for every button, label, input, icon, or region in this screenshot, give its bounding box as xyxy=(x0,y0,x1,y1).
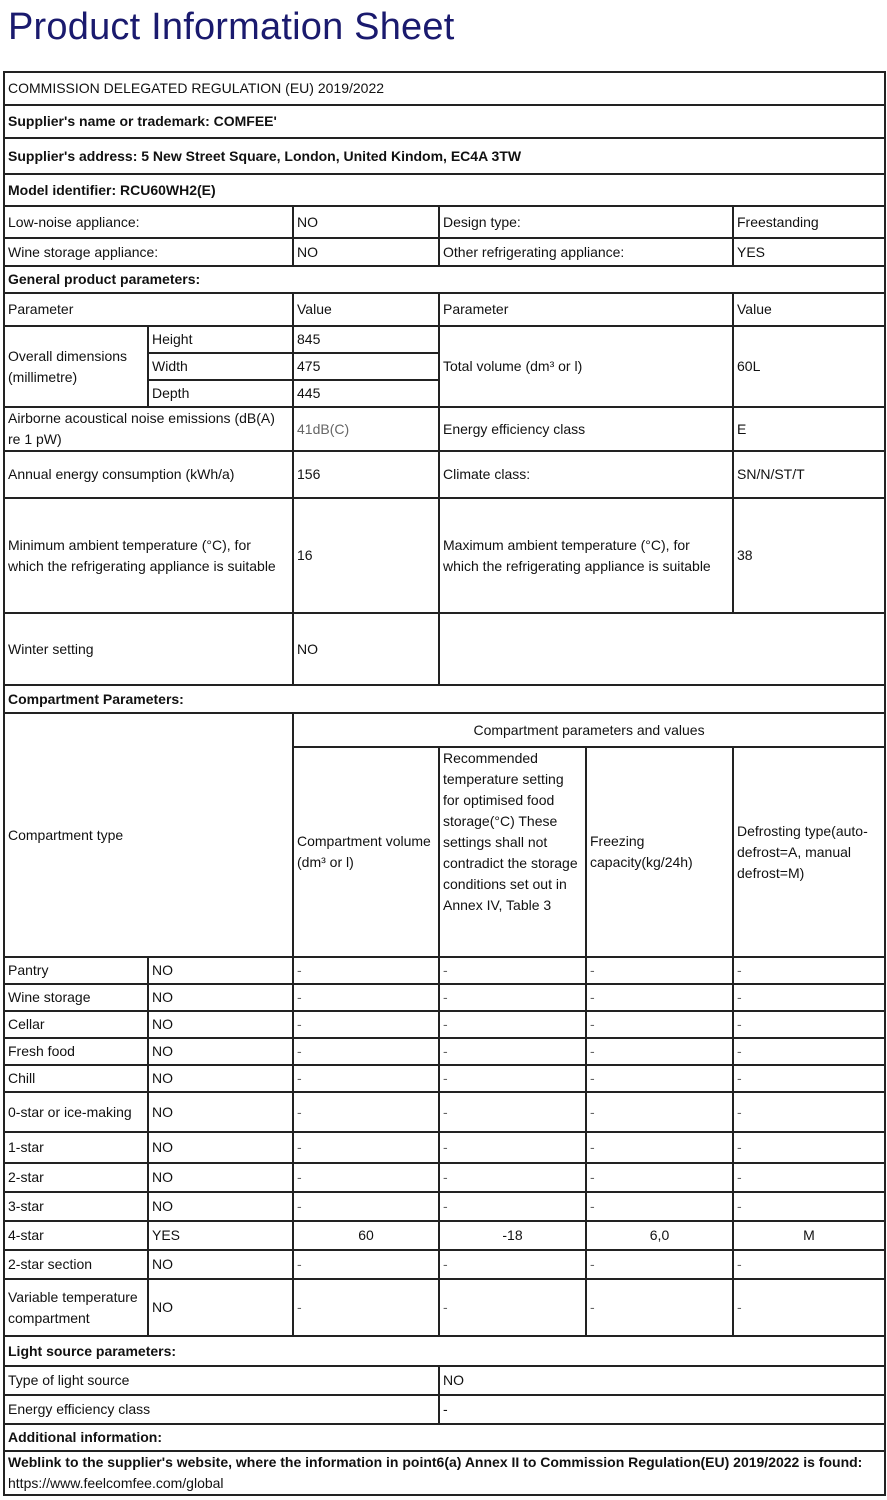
design-type-label: Design type: xyxy=(439,206,733,238)
compartment-defrost: - xyxy=(733,984,885,1011)
compartment-row xyxy=(4,1279,885,1336)
compartment-defrost: - xyxy=(733,1011,885,1038)
info-table xyxy=(3,71,886,1496)
min-ambient-value: 16 xyxy=(293,498,439,613)
compartment-row xyxy=(4,1250,885,1279)
compartment-temperature: - xyxy=(439,984,586,1011)
winter-setting-blank xyxy=(439,613,885,685)
light-energy-value: - xyxy=(439,1395,885,1424)
compartment-defrost: - xyxy=(733,1163,885,1192)
wine-storage-appliance-value: NO xyxy=(293,238,439,266)
height-label: Height xyxy=(148,326,293,353)
compartment-freezing: - xyxy=(586,1192,733,1221)
freezing-capacity-header: Freezing capacity(kg/24h) xyxy=(586,747,733,957)
additional-info-header: Additional information: xyxy=(4,1424,885,1451)
width-value: 475 xyxy=(293,353,439,380)
compartment-temperature: - xyxy=(439,1279,586,1336)
compartment-defrost: - xyxy=(733,1092,885,1132)
compartment-freezing: - xyxy=(586,984,733,1011)
compartment-freezing: - xyxy=(586,1038,733,1065)
page-title: Product Information Sheet xyxy=(8,6,455,48)
compartment-volume: - xyxy=(293,957,439,984)
compartment-freezing: - xyxy=(586,1132,733,1163)
winter-setting-value: NO xyxy=(293,613,439,685)
noise-label: Airborne acoustical noise emissions (dB(A) re 1 pW) xyxy=(4,407,293,451)
compartment-present: NO xyxy=(148,1163,293,1192)
compartment-name: Wine storage xyxy=(4,984,148,1011)
compartment-freezing: - xyxy=(586,1011,733,1038)
compartment-row xyxy=(4,957,885,984)
max-ambient-label: Maximum ambient temperature (°C), for which the refrigerating appliance is suitable xyxy=(439,498,733,613)
max-ambient-value: 38 xyxy=(733,498,885,613)
design-type-value: Freestanding xyxy=(733,206,885,238)
min-ambient-label: Minimum ambient temperature (°C), for which the refrigerating appliance is suitable xyxy=(4,498,293,613)
dimensions-label: Overall dimensions (millimetre) xyxy=(4,326,148,407)
compartment-freezing: - xyxy=(586,1065,733,1092)
wine-storage-appliance-label: Wine storage appliance: xyxy=(4,238,293,266)
compartment-volume: - xyxy=(293,984,439,1011)
energy-class-value: E xyxy=(733,407,885,451)
compartment-temperature: - xyxy=(439,1011,586,1038)
depth-value: 445 xyxy=(293,380,439,407)
width-label: Width xyxy=(148,353,293,380)
value-header-right: Value xyxy=(733,293,885,326)
compartment-present: NO xyxy=(148,1279,293,1336)
compartment-defrost: - xyxy=(733,1250,885,1279)
compartment-row xyxy=(4,1038,885,1065)
compartment-type-header: Compartment type xyxy=(4,713,293,957)
compartment-volume: - xyxy=(293,1011,439,1038)
recommended-temperature-header: Recommended temperature setting for optimised food storage(°C) These settings shall not contradict the storage conditions set out in Annex IV, Table 3 xyxy=(439,747,586,957)
noise-value: 41dB(C) xyxy=(293,407,439,451)
other-refrigerating-label: Other refrigerating appliance: xyxy=(439,238,733,266)
compartment-temperature: - xyxy=(439,1163,586,1192)
compartment-rows xyxy=(4,957,885,1336)
winter-setting-label: Winter setting xyxy=(4,613,293,685)
value-header-left: Value xyxy=(293,293,439,326)
compartment-temperature: - xyxy=(439,1065,586,1092)
compartment-name: 4-star xyxy=(4,1221,148,1250)
weblink-text: Weblink to the supplier's website, where the information in point6(a) Annex II to Commission Regulation(EU) 2019/2022 is found: xyxy=(8,1454,863,1470)
compartment-volume: - xyxy=(293,1163,439,1192)
compartment-name: 3-star xyxy=(4,1192,148,1221)
compartment-temperature: - xyxy=(439,1132,586,1163)
compartment-present: NO xyxy=(148,984,293,1011)
compartment-name: 2-star xyxy=(4,1163,148,1192)
compartment-freezing: - xyxy=(586,1279,733,1336)
compartment-present: NO xyxy=(148,1132,293,1163)
compartment-name: 1-star xyxy=(4,1132,148,1163)
annual-energy-value: 156 xyxy=(293,451,439,498)
compartment-freezing: - xyxy=(586,1092,733,1132)
compartment-values-header: Compartment parameters and values xyxy=(293,713,885,747)
compartment-defrost: - xyxy=(733,1132,885,1163)
energy-class-label: Energy efficiency class xyxy=(439,407,733,451)
compartment-volume: - xyxy=(293,1279,439,1336)
compartment-name: Chill xyxy=(4,1065,148,1092)
other-refrigerating-value: YES xyxy=(733,238,885,266)
light-type-label: Type of light source xyxy=(4,1366,439,1395)
parameter-header-right: Parameter xyxy=(439,293,733,326)
compartment-freezing: 6,0 xyxy=(586,1221,733,1250)
parameter-header-left: Parameter xyxy=(4,293,293,326)
low-noise-label: Low-noise appliance: xyxy=(4,206,293,238)
annual-energy-label: Annual energy consumption (kWh/a) xyxy=(4,451,293,498)
compartment-temperature: - xyxy=(439,1092,586,1132)
compartment-present: NO xyxy=(148,957,293,984)
defrosting-type-header: Defrosting type(auto-defrost=A, manual defrost=M) xyxy=(733,747,885,957)
compartment-volume: - xyxy=(293,1038,439,1065)
compartment-row xyxy=(4,1065,885,1092)
light-source-header: Light source parameters: xyxy=(4,1336,885,1366)
depth-label: Depth xyxy=(148,380,293,407)
supplier-address: Supplier's address: 5 New Street Square, London, United Kindom, EC4A 3TW xyxy=(4,138,885,174)
compartment-row xyxy=(4,984,885,1011)
regulation-text: COMMISSION DELEGATED REGULATION (EU) 2019/2022 xyxy=(4,72,885,105)
compartment-freezing: - xyxy=(586,1250,733,1279)
weblink-cell xyxy=(4,1451,885,1495)
compartment-row xyxy=(4,1011,885,1038)
compartment-name: Pantry xyxy=(4,957,148,984)
height-value: 845 xyxy=(293,326,439,353)
compartment-defrost: M xyxy=(733,1221,885,1250)
compartment-present: YES xyxy=(148,1221,293,1250)
compartment-volume: 60 xyxy=(293,1221,439,1250)
compartment-name: 0-star or ice-making xyxy=(4,1092,148,1132)
compartment-present: NO xyxy=(148,1038,293,1065)
compartment-temperature: - xyxy=(439,957,586,984)
general-parameters-header: General product parameters: xyxy=(4,266,885,293)
compartment-row xyxy=(4,1132,885,1163)
compartment-temperature: - xyxy=(439,1038,586,1065)
compartment-defrost: - xyxy=(733,1038,885,1065)
supplier-name: Supplier's name or trademark: COMFEE' xyxy=(4,105,885,138)
compartment-temperature: - xyxy=(439,1192,586,1221)
compartment-present: NO xyxy=(148,1250,293,1279)
compartment-freezing: - xyxy=(586,957,733,984)
compartment-volume-header: Compartment volume (dm³ or l) xyxy=(293,747,439,957)
climate-class-value: SN/N/ST/T xyxy=(733,451,885,498)
compartment-defrost: - xyxy=(733,1279,885,1336)
compartment-present: NO xyxy=(148,1065,293,1092)
compartment-defrost: - xyxy=(733,957,885,984)
compartment-temperature: - xyxy=(439,1250,586,1279)
light-type-value: NO xyxy=(439,1366,885,1395)
compartment-temperature: -18 xyxy=(439,1221,586,1250)
compartment-defrost: - xyxy=(733,1065,885,1092)
compartment-name: Fresh food xyxy=(4,1038,148,1065)
compartment-volume: - xyxy=(293,1250,439,1279)
low-noise-value: NO xyxy=(293,206,439,238)
compartment-volume: - xyxy=(293,1132,439,1163)
light-energy-label: Energy efficiency class xyxy=(4,1395,439,1424)
compartment-volume: - xyxy=(293,1192,439,1221)
weblink-url[interactable]: https://www.feelcomfee.com/global xyxy=(8,1475,224,1491)
compartment-present: NO xyxy=(148,1011,293,1038)
compartment-row xyxy=(4,1163,885,1192)
compartment-freezing: - xyxy=(586,1163,733,1192)
compartment-row xyxy=(4,1192,885,1221)
compartment-volume: - xyxy=(293,1065,439,1092)
total-volume-label: Total volume (dm³ or l) xyxy=(439,326,733,407)
compartment-name: Cellar xyxy=(4,1011,148,1038)
compartment-volume: - xyxy=(293,1092,439,1132)
climate-class-label: Climate class: xyxy=(439,451,733,498)
compartment-present: NO xyxy=(148,1092,293,1132)
compartment-row xyxy=(4,1092,885,1132)
compartment-name: Variable temperature compartment xyxy=(4,1279,148,1336)
compartment-present: NO xyxy=(148,1192,293,1221)
compartment-name: 2-star section xyxy=(4,1250,148,1279)
model-identifier: Model identifier: RCU60WH2(E) xyxy=(4,174,885,206)
total-volume-value: 60L xyxy=(733,326,885,407)
compartment-row xyxy=(4,1221,885,1250)
compartment-parameters-header: Compartment Parameters: xyxy=(4,685,885,713)
compartment-defrost: - xyxy=(733,1192,885,1221)
